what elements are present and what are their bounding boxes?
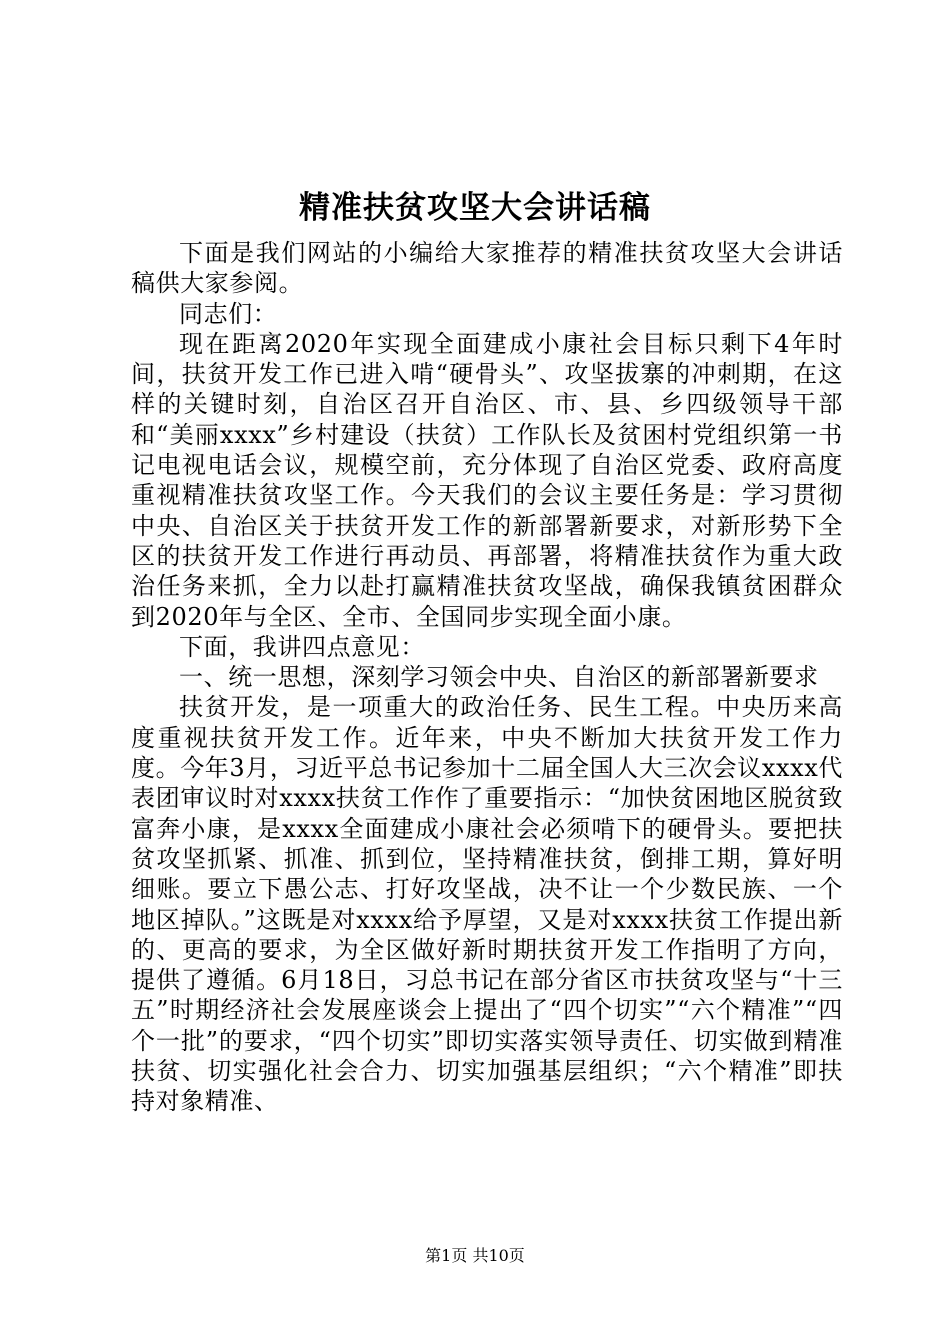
salutation-paragraph: 同志们：	[179, 299, 278, 328]
page-number-footer: 第1页 共10页	[425, 1246, 525, 1265]
transition-paragraph: 下面，我讲四点意见：	[179, 632, 425, 661]
section-heading: 一、统一思想，深刻学习领会中央、自治区的新部署新要求	[179, 663, 819, 692]
document-title: 精准扶贫攻坚大会讲话稿	[299, 190, 651, 226]
document-body	[131, 238, 843, 1117]
opening-paragraph: 现在距离2020年实现全面建成小康社会目标只剩下4年时间，扶贫开发工作已进入啃“硬骨头”、攻坚拔寨的冲刺期，在这样的关键时刻，自治区召开自治区、市、县、乡四级领导干部和“美丽xxxx”乡村建设（扶贫）工作队长及贫困村党组织第一书记电视电话会议，规模空前，充分体现了自治区党委、政府高度重视精准扶贫攻坚工作。今天我们的会议主要任务是：学习贯彻中央、自治区关于扶贫开发工作的新部署新要求，对新形势下全区的扶贫开发工作进行再动员、再部署，将精准扶贫作为重大政治任务来抓，全力以赴打赢精准扶贫攻坚战，确保我镇贫困群众到2020年与全区、全市、全国同步实现全面小康。	[131, 329, 843, 631]
intro-paragraph: 下面是我们网站的小编给大家推荐的精准扶贫攻坚大会讲话稿供大家参阅。	[131, 239, 843, 298]
section-body-paragraph: 扶贫开发，是一项重大的政治任务、民生工程。中央历来高度重视扶贫开发工作。近年来，中央不断加大扶贫开发工作力度。今年3月，习近平总书记参加十二届全国人大三次会议xxxx代表团审议时对xxxx扶贫工作作了重要指示：“加快贫困地区脱贫致富奔小康，是xxxx全面建成小康社会必须啃下的硬骨头。要把扶贫攻坚抓紧、抓准、抓到位，坚持精准扶贫，倒排工期，算好明细账。要立下愚公志、打好攻坚战，决不让一个少数民族、一个地区掉队。”这既是对xxxx给予厚望，又是对xxxx扶贫工作提出新的、更高的要求，为全区做好新时期扶贫开发工作指明了方向，提供了遵循。6月18日，习总书记在部分省区市扶贫攻坚与“十三五”时期经济社会发展座谈会上提出了“四个切实”“六个精准”“四个一批”的要求，“四个切实”即切实落实领导责任、切实做到精准扶贫、切实强化社会合力、切实加强基层组织；“六个精准”即扶持对象精准、	[131, 693, 844, 1116]
